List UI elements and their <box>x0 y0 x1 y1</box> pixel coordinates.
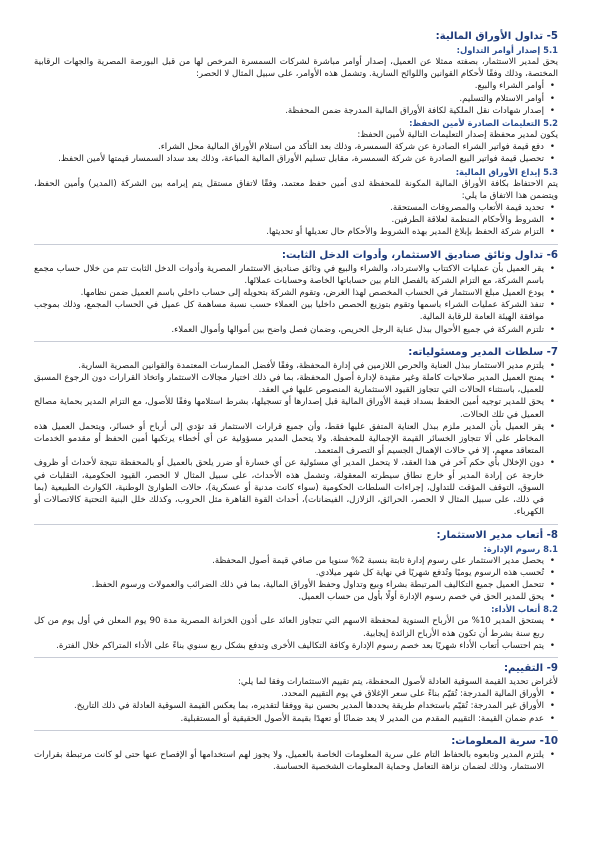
subsection-title: 5.3 إيداع الأوراق المالية: <box>455 166 558 177</box>
list-item: • يحق للمدير توجيه أمين الحفظ بسداد قيمة الأوراق المالية قبل إصدارها أو تسجيلها، بشرط استلامها وفقًا للأصول، مع التزام المدير بحماية مصالح العميل في تلك الحالات. <box>34 396 544 420</box>
list-item: • يحصل مدير الاستثمار على رسوم إدارة ثابتة بنسبة 2% سنويا من صافي قيمة أصول المحفظة. <box>34 555 544 567</box>
list-item: • يحق للمدير الحق في خصم رسوم الإدارة أولًا بأول من حساب العميل. <box>34 591 544 603</box>
bullet-list <box>34 202 558 239</box>
section <box>34 341 558 519</box>
list-item: • يقر العميل بأن عمليات الاكتتاب والاسترداد، والشراء والبيع في وثائق صناديق الاستثمار المصرية وأدوات الدخل الثابت تتم من خلال حساب مجمع باسم الشركة، مع التزام الشركة بالفصل التام بين حساباتها الخاصة وحسابات عملائها. <box>34 263 544 287</box>
list-item: • تتحمل العميل جميع التكاليف المرتبطة بشراء وبيع وتداول وحفظ الأوراق المالية، بما في ذلك الضرائب والعمولات ورسوم الحفظ. <box>34 579 544 591</box>
list-item: • تُحسب هذه الرسوم يوميًا وتُدفع شهريًا في نهاية كل شهر ميلادي. <box>34 567 544 579</box>
bullet-list <box>34 360 558 519</box>
list-item: • يقر العميل بأن المدير ملزم ببذل العناية المتفق عليها فقط، وأن جميع قرارات الاستثمار قد تؤدي إلى أرباح أو خسائر، ويتحمل العميل هذه المخاطر على ألا تتجاوز الخسائر القيمة الإجمالية للمحفظة. ولا يتحمل المدير مسؤولية عن أي أخطاء يرتكبها أمين الحفظ أو مقدمو الخدمات المتعاقد معهم، إلا في حالات الإهمال الجسيم أو التصرف المتعمد. <box>34 421 544 458</box>
paragraph: يحق لمدير الاستثمار، بصفته ممثلا عن العميل، إصدار أوامر مباشرة لشركات السمسرة المرخص لها من قبل البورصة المصرية والجهات الرقابية المختصة، وذلك وفقًا لأحكام القوانين واللوائح السارية. وتشمل هذه الأوامر، على سبيل المثال لا الحصر: <box>34 57 558 80</box>
list-item: • يستحق المدير 10% من الأرباح السنوية لمحفظة الاسهم التي تتجاوز العائد على أذون الخزانة المصرية مدة 90 يوم المعلن في أول يوم من كل ربع سنة بشرط أن تكون هذه الأرباح الزائدة إيجابية. <box>34 615 544 639</box>
paragraph: لأغراض تحديد القيمة السوقية العادلة لأصول المحفظة، يتم تقييم الاستثمارات وفقا لما يلي: <box>238 676 558 687</box>
bullet-list <box>34 615 558 652</box>
list-item: • الأوراق المالية المدرجة: تُقيّم بناءً على سعر الإغلاق في يوم التقييم المحدد. <box>34 688 544 700</box>
section <box>34 244 558 336</box>
bullet-list <box>34 263 558 336</box>
section-title: 7- سلطات المدير ومسئولياته: <box>408 346 558 358</box>
paragraph: يتم الاحتفاظ بكافة الأوراق المالية المكونة للمحفظة لدى أمين حفظ معتمد، وفقًا لاتفاق مستقل يتم إبرامه بين الشركة (المدير) وأمين الحفظ، ويتضمن هذا الاتفاق ما يلي: <box>34 178 558 201</box>
section-title: 6- تداول وثائق صناديق الاستثمار، وأدوات الدخل الثابت: <box>281 249 558 261</box>
list-item: • يودع العميل مبلغ الاستثمار في الحساب المخصص لهذا الغرض، وتقوم الشركة بتحويله إلى حساب داخلي باسم العميل ضمن نظامها. <box>34 287 544 299</box>
list-item: • تحديد قيمة الأتعاب والمصروفات المستحقة. <box>34 202 544 214</box>
section-title: 8- أتعاب مدير الاستثمار: <box>436 529 558 541</box>
list-item: • تلتزم الشركة في جميع الأحوال ببذل عناية الرجل الحريص، وضمان فصل واضح بين أموالها وأموال العملاء. <box>34 324 544 336</box>
bullet-list <box>34 141 558 165</box>
section <box>34 730 558 773</box>
section <box>34 30 558 239</box>
list-item: • أوامر الشراء والبيع. <box>34 80 544 92</box>
bullet-list <box>34 555 558 604</box>
list-item: • الشروط والأحكام المنظمة لعلاقة الطرفين. <box>34 214 544 226</box>
section <box>34 524 558 652</box>
subsection-title: 5.2 التعليمات الصادرة لأمين الحفظ: <box>409 118 558 129</box>
list-item: • إصدار شهادات نقل الملكية لكافة الأوراق المالية المدرجة ضمن المحفظة. <box>34 105 544 117</box>
list-item: • دفع قيمة فواتير الشراء الصادرة عن شركة السمسرة، وذلك بعد التأكد من استلام الأوراق المالية محل الشراء. <box>34 141 544 153</box>
list-item: • يتم احتساب أتعاب الأداء شهريًا بعد خصم رسوم الإدارة وكافة التكاليف الأخرى وتدفع بشكل ربع سنوي بناءً على الأداء المتراكم خلال الفترة. <box>34 640 544 652</box>
list-item: • أوامر الاستلام والتسليم. <box>34 93 544 105</box>
section-title: 9- التقييم: <box>503 662 558 674</box>
bullet-list <box>34 749 558 773</box>
subsection-title: 8.1 رسوم الإدارة: <box>483 543 558 554</box>
list-item: • عدم ضمان القيمة: التقييم المقدم من المدير لا يعد ضمانًا أو تعهدًا بقيمة الأصول الحقيقية أو المستقبلية. <box>34 713 544 725</box>
subsection-title: 8.2 أتعاب الأداء: <box>491 604 558 615</box>
subsection-title: 5.1 إصدار أوامر التداول: <box>456 45 558 55</box>
list-item: • تحصيل قيمة فواتير البيع الصادرة عن شركة السمسرة، مقابل تسليم الأوراق المالية المباعة، وذلك بعد سداد السمسار قيمتها لأمين الحفظ. <box>34 153 544 165</box>
list-item: • التزام شركة الحفظ بإبلاغ المدير بهذه الشروط والأحكام حال تعديلها أو تحديثها. <box>34 226 544 238</box>
section <box>34 657 558 725</box>
list-item: • يلتزم المدير وتابعوه بالحفاظ التام على سرية المعلومات الخاصة بالعميل، ولا يجوز لهم استخدامها أو الإفصاح عنها حتى لو كانت مرتبطة بقرارات الاستثمار، وذلك لضمان نزاهة التعامل وحماية المعلومات الشخصية الحساسة. <box>34 749 544 773</box>
list-item: • يلتزم مدير الاستثمار ببذل العناية والحرص اللازمين في إدارة المحفظة، وفقًا لأفضل الممارسات المعتمدة والقوانين المصرية السارية. <box>34 360 544 372</box>
bullet-list <box>34 80 558 117</box>
section-title: 5- تداول الأوراق المالية: <box>435 31 558 42</box>
bullet-list <box>34 688 558 725</box>
paragraph: يكون لمدير محفظة إصدار التعليمات التالية لأمين الحفظ: <box>357 130 558 141</box>
list-item: • تنفذ الشركة عمليات الشراء باسمها وتقوم بتوزيع الحصص داخليا بين العملاء حسب نسبة مساهمة كل عميل في الحساب المجمع، وذلك بموجب موافقة الهيئة العامة للرقابة المالية. <box>34 299 544 323</box>
section-title: 10- سرية المعلومات: <box>451 735 558 747</box>
list-item: • دون الإخلال بأي حكم آخر في هذا العقد، لا يتحمل المدير أي مسئولية عن أي خسارة أو ضرر يلحق بالعميل أو بالمحفظة نتيجة لأحداث أو ظروف خارجة عن إرادة المدير أو خارج نطاق سيطرته المعقولة، وتشمل هذه الأحداث، على سبيل المثال لا الحصر، القيود الحكومية، التقلبات في السوق، التوقف المؤقت للتداول، إجراءات السلطات الحكومية (سواء كانت مدنية أو عسكرية)، حالات الطوارئ الوطنية، الكوارث الطبيعية (بما في ذلك، على سبيل المثال لا الحصر، الحرائق، الزلازل، الفيضانات)، أحداث القوة القاهرة مثل الحروب، وكذلك خلل البنية التحتية كالاتصالات أو الكهرباء. <box>34 457 544 518</box>
list-item: • يمنح العميل المدير صلاحيات كاملة وغير مقيدة لإدارة أصول المحفظة، بما في ذلك اختيار مجالات الاستثمار واتخاذ القرارات دون الرجوع المسبق للعميل، باستثناء الحالات التي تتجاوز القيود الاستثمارية المنصوص عليها في العقد. <box>34 372 544 396</box>
list-item: • الأوراق غير المدرجة: تُقيّم باستخدام طريقة يحددها المدير بحسن نية ووفقا لتقديره، بما يعكس القيمة السوقية العادلة في ذلك التاريخ. <box>34 700 544 712</box>
